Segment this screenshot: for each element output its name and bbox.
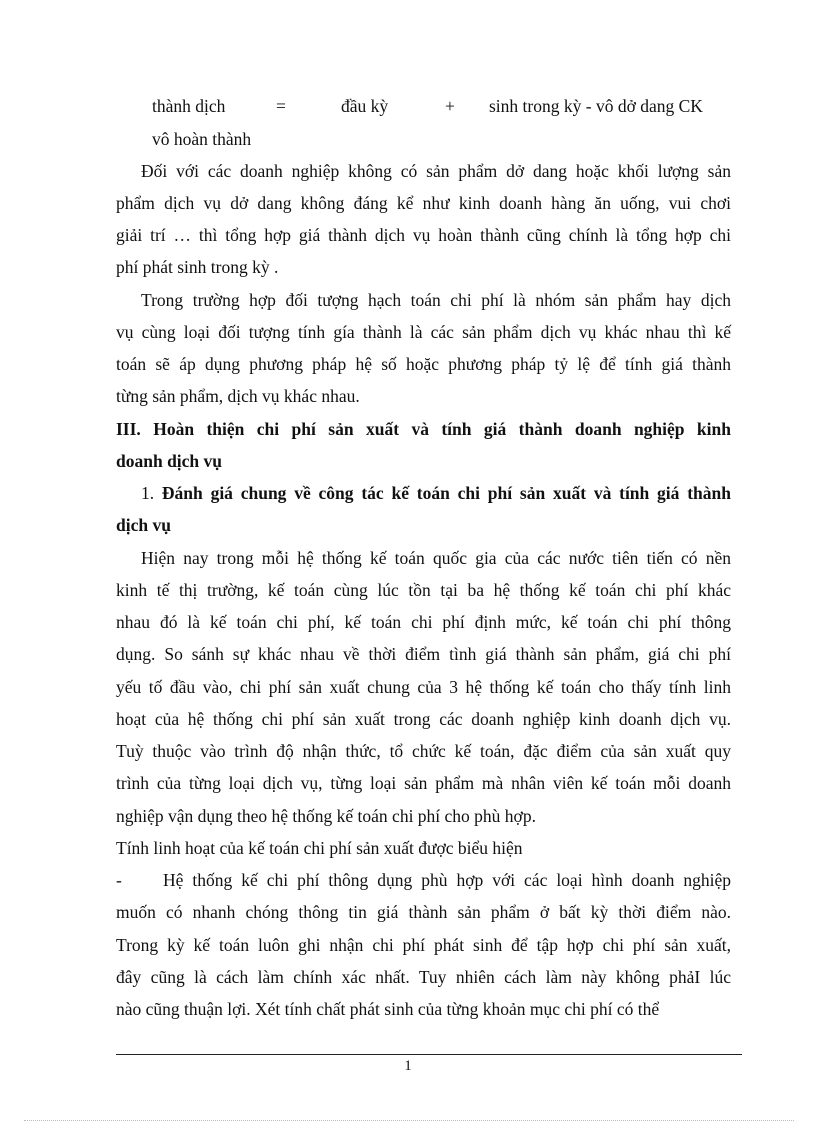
paragraph-2-line-3: toán sẽ áp dụng phương pháp hệ số hoặc phương pháp tỷ lệ để tính giá thành [116, 354, 731, 374]
bullet-line-3: Trong kỳ kế toán luôn ghi nhận chi phí phát sinh để tập hợp chi phí sản xuất, [116, 935, 731, 955]
paragraph-3-line-3: nhau đó là kế toán chi phí, kế toán chi phí định mức, kế toán chi phí thông [116, 612, 731, 632]
subheading-line-2: dịch vụ [116, 515, 171, 535]
section-heading-line-2: doanh dịch vụ [116, 451, 223, 471]
paragraph-3-line-5: yếu tố đầu vào, chi phí sản xuất chung của 3 hệ thống kế toán cho thấy tính linh [116, 677, 731, 697]
flexibility-statement: Tính linh hoạt của kế toán chi phí sản xuất được biểu hiện [116, 838, 523, 858]
paragraph-2-line-2: vụ cùng loại đối tượng tính gía thành là các sản phẩm dịch vụ khác nhau thì kế [116, 322, 731, 342]
page-edge-dotted-line [24, 1120, 794, 1121]
formula-plus: + [445, 96, 455, 116]
paragraph-3-line-9: nghiệp vận dụng theo hệ thống kế toán chi phí cho phù hợp. [116, 806, 536, 826]
paragraph-3-line-4: dụng. So sánh sự khác nhau về thời điểm tình giá thành sản phẩm, giá chi phí [116, 644, 731, 664]
paragraph-3-line-6: hoạt của hệ thống chi phí sản xuất trong các doanh nghiệp kinh doanh dịch vụ. [116, 709, 731, 729]
bullet-dash: - [116, 870, 122, 890]
paragraph-3-line-1: Hiện nay trong mỗi hệ thống kế toán quốc gia của các nước tiên tiến có nền [141, 548, 731, 568]
bullet-line-5: nào cũng thuận lợi. Xét tính chất phát sinh của từng khoản mục chi phí có thể [116, 999, 660, 1019]
paragraph-2-line-4: từng sản phẩm, dịch vụ khác nhau. [116, 386, 360, 406]
bullet-line-1: Hệ thống kế chi phí thông dụng phù hợp với các loại hình doanh nghiệp [163, 870, 731, 890]
bullet-line-4: đây cũng là cách làm chính xác nhất. Tuy nhiên cách làm này không phảI lúc [116, 967, 731, 987]
formula-term-2: đầu kỳ [341, 96, 389, 116]
subheading-number: 1. [141, 483, 155, 503]
formula-term-3: sinh trong kỳ - vô dở dang CK [489, 96, 703, 116]
paragraph-2-line-1: Trong trường hợp đối tượng hạch toán chi phí là nhóm sản phẩm hay dịch [141, 290, 731, 310]
page-number: 1 [404, 1058, 412, 1074]
formula-equals: = [276, 96, 286, 116]
section-heading-line-1: III. Hoàn thiện chi phí sản xuất và tính giá thành doanh nghiệp kinh [116, 419, 731, 439]
paragraph-3-line-7: Tuỳ thuộc vào trình độ nhận thức, tổ chức kế toán, đặc điểm của sản xuất quy [116, 741, 731, 761]
paragraph-3-line-2: kinh tế thị trường, kế toán cùng lúc tồn tại ba hệ thống kế toán chi phí khác [116, 580, 731, 600]
paragraph-1-line-1: Đối với các doanh nghiệp không có sản phẩm dở dang hoặc khối lượng sản [141, 161, 731, 181]
paragraph-3-line-8: trình của từng loại dịch vụ, từng loại sản phẩm mà nhân viên kế toán mỗi doanh [116, 773, 731, 793]
formula-term-1: thành dịch [152, 96, 226, 116]
paragraph-1-line-2: phẩm dịch vụ dở dang không đáng kể như kinh doanh hàng ăn uống, vui chơi [116, 193, 731, 213]
formula-term-4: vô hoàn thành [152, 129, 252, 149]
subheading-line-1 [141, 482, 731, 504]
paragraph-1-line-4: phí phát sinh trong kỳ . [116, 257, 279, 277]
paragraph-1-line-3: giải trí … thì tổng hợp giá thành dịch vụ hoàn thành cũng chính là tổng hợp chi [116, 225, 731, 245]
bullet-line-2: muốn có nhanh chóng thông tin giá thành sản phẩm ở bất kỳ thời điểm nào. [116, 902, 731, 922]
footer-rule [116, 1054, 742, 1055]
subheading-title: Đánh giá chung về công tác kế toán chi phí sản xuất và tính giá thành [161, 483, 731, 503]
